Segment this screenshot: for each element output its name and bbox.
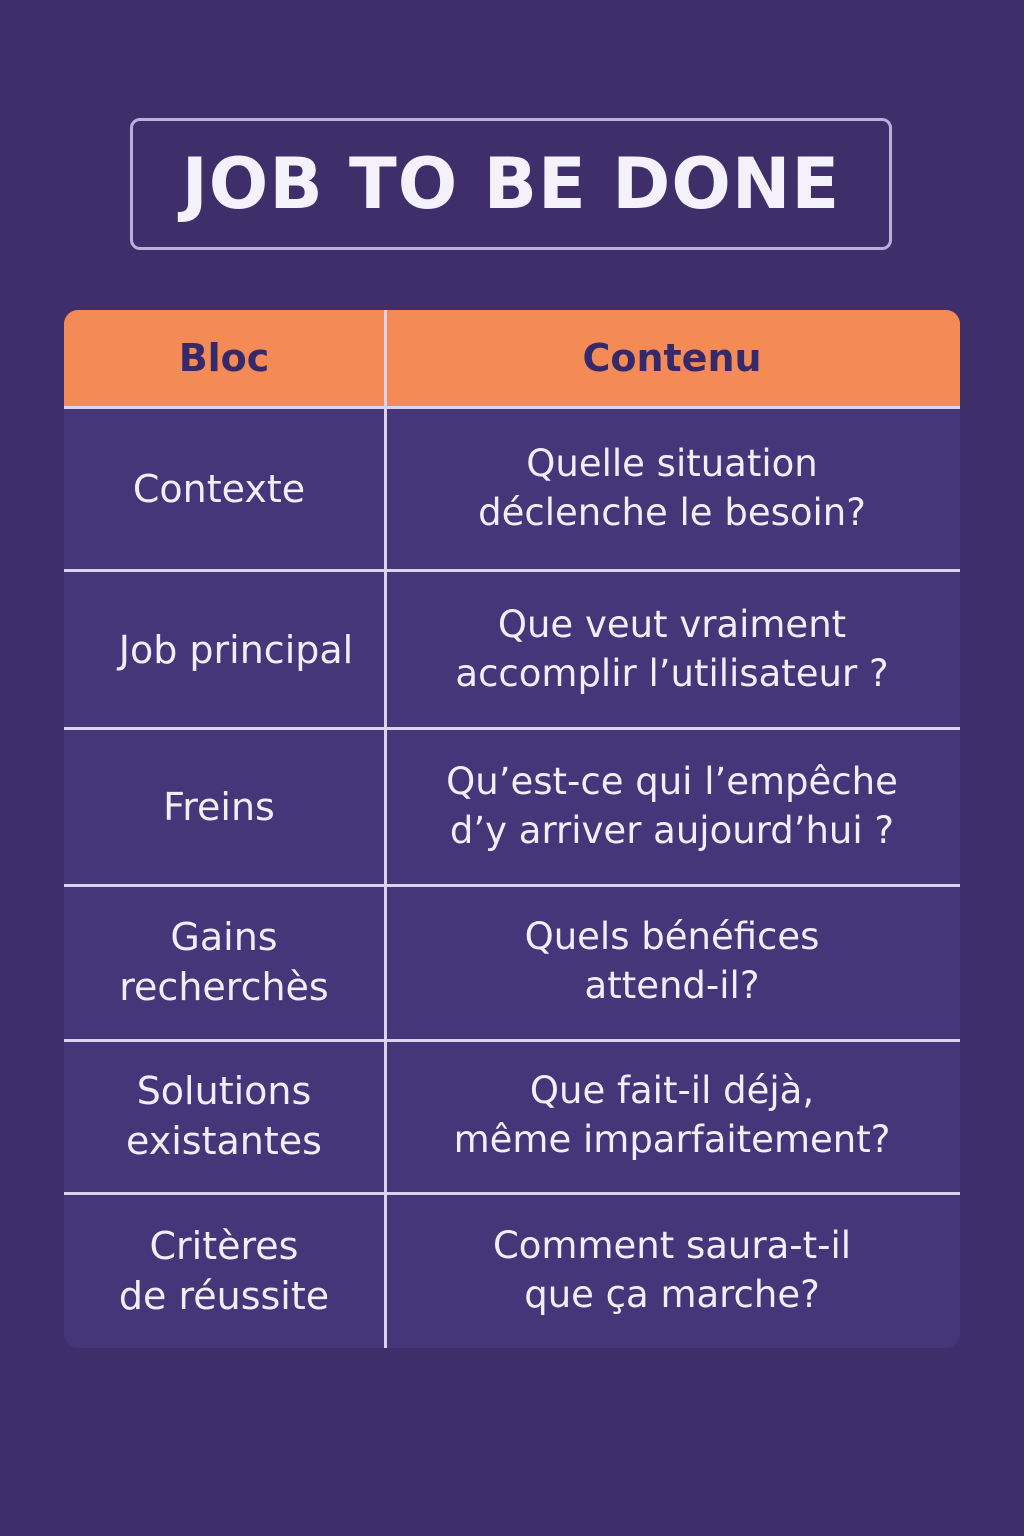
table-row xyxy=(64,730,960,884)
title-banner xyxy=(130,118,892,250)
bloc-cell: Gains recherchès xyxy=(119,914,329,1009)
bloc-cell: Freins xyxy=(163,784,275,829)
row-divider xyxy=(64,884,960,887)
table-row xyxy=(64,408,960,570)
row-divider xyxy=(64,569,960,572)
contenu-cell: Qu’est-ce qui l’empêche d’y arriver aujourd’hui ? xyxy=(446,760,898,852)
header-bloc: Bloc xyxy=(178,336,270,380)
table-row xyxy=(64,886,960,1038)
bloc-cell: Job principal xyxy=(118,627,354,672)
page-title: JOB TO BE DONE xyxy=(181,143,841,225)
contenu-cell: Quelle situation déclenche le besoin? xyxy=(478,442,866,534)
contenu-cell: Que veut vraiment accomplir l’utilisateur ? xyxy=(455,603,889,695)
bloc-cell: Contexte xyxy=(132,466,306,511)
jtbd-table xyxy=(64,310,960,1348)
row-divider xyxy=(64,1192,960,1195)
bloc-cell: Solutions existantes xyxy=(126,1068,322,1163)
table-row xyxy=(64,1194,960,1348)
header-contenu: Contenu xyxy=(582,336,762,380)
table-header-row xyxy=(64,310,960,406)
contenu-cell: Comment saura-t-il que ça marche? xyxy=(492,1224,852,1316)
bloc-cell: Critères de réussite xyxy=(118,1223,330,1318)
row-divider xyxy=(64,406,960,409)
table-row xyxy=(64,572,960,728)
row-divider xyxy=(64,1039,960,1042)
contenu-cell: Que fait-il déjà, même imparfaitement? xyxy=(453,1069,891,1161)
contenu-cell: Quels bénéfices attend-il? xyxy=(524,915,820,1007)
row-divider xyxy=(64,727,960,730)
table-row xyxy=(64,1040,960,1192)
